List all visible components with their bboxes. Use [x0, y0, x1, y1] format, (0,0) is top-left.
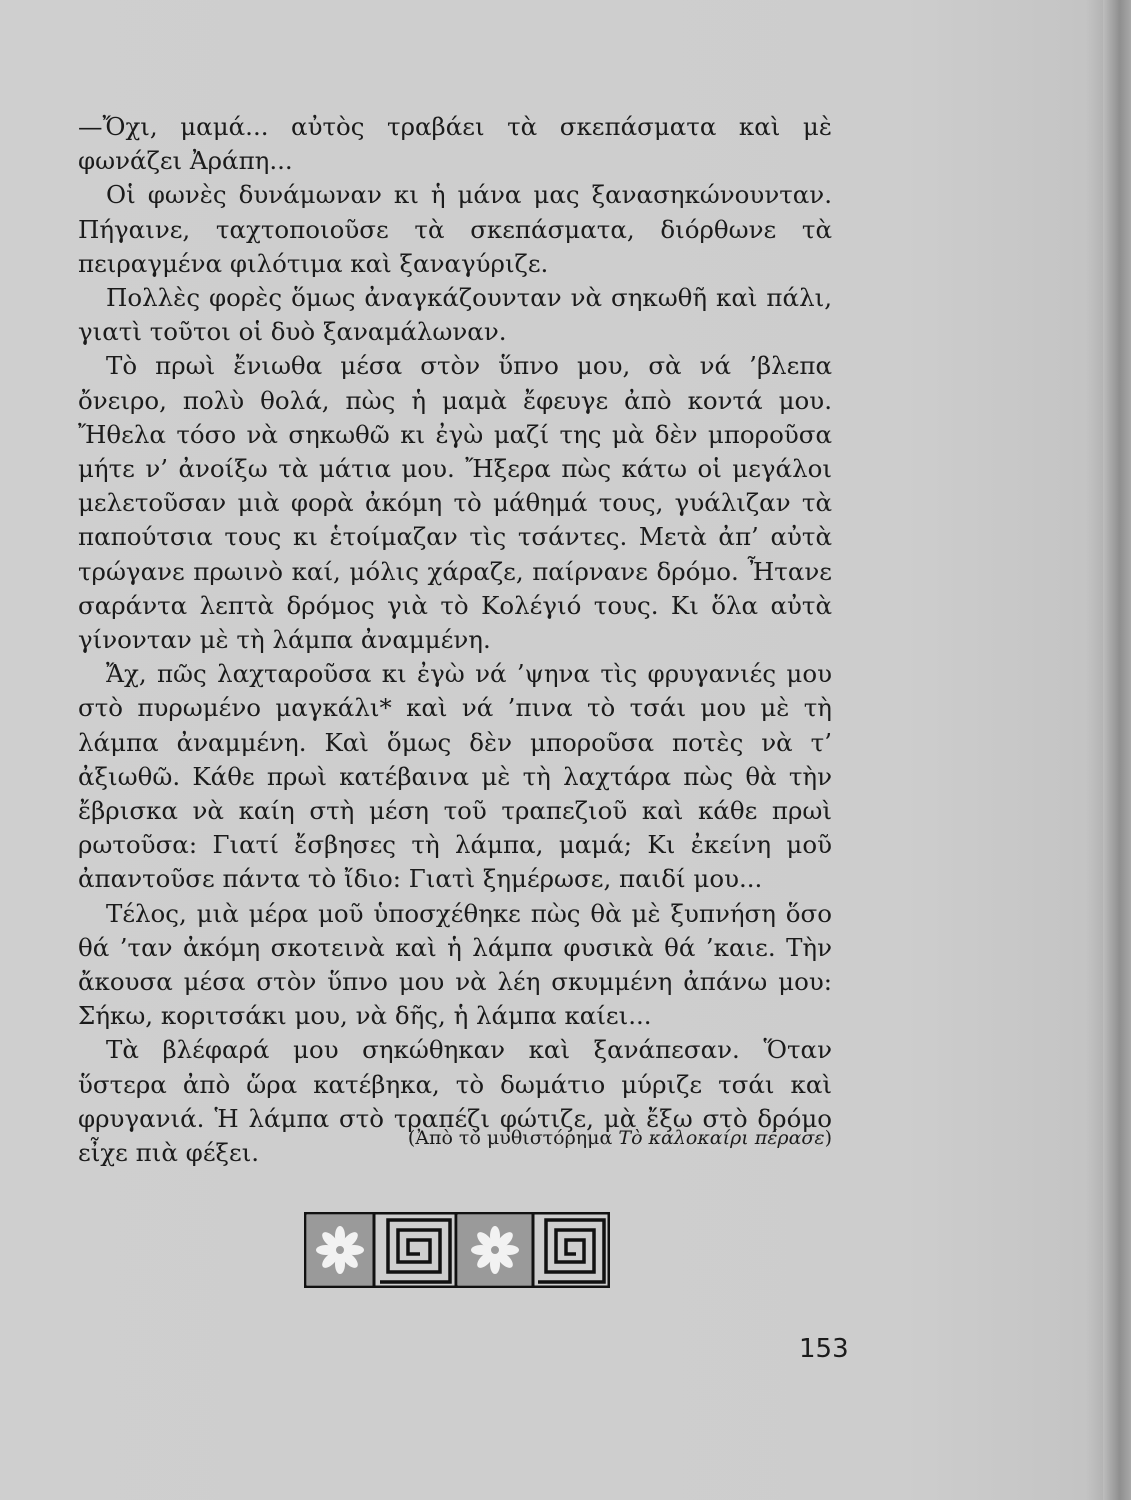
body-text — [78, 110, 832, 1170]
source-title: Τὸ καλοκαίρι πέρασε — [618, 1127, 825, 1149]
paragraph: Τέλος, μιὰ μέρα μοῦ ὑποσχέθηκε πὼς θὰ μὲ ξυπνήση ὅσο θά ’ταν ἀκόμη σκοτεινὰ καὶ ἡ λάμπα φυσικὰ θά ’καιε. Τὴν ἄκουσα μέσα στὸν ὕπνο μου νὰ λέη σκυμμένη ἀπάνω μου: Σήκω, κοριτσάκι μου, νὰ δῆς, ἡ λάμπα καίει... — [78, 898, 832, 1031]
paragraph: Τὸ πρωὶ ἔνιωθα μέσα στὸν ὕπνο μου, σὰ νά ’βλεπα ὄνειρο, πολὺ θολά, πὼς ἡ μαμὰ ἔφευγε ἀπὸ κοντά μου. Ἤθελα τόσο νὰ σηκωθῶ κι ἐγὼ μαζί της μὰ δὲν μποροῦσα μήτε ν’ ἀνοίξω τὰ μάτια μου. Ἤξερα πὼς κάτω οἱ μεγάλοι μελετοῦσαν μιὰ φορὰ ἀκόμη τὸ μάθημά τους, γυάλιζαν τὰ παπούτσια τους κι ἑτοίμαζαν τὶς τσάντες. Μετὰ ἀπ’ αὐτὰ τρώγανε πρωινὸ καί, μόλις χάραζε, παίρνανε δρόμο. Ἦτανε σαράντα λεπτὰ δρόμος γιὰ τὸ Κολέγιό τους. Κι ὅλα αὐτὰ γίνονταν μὲ τὴ λάμπα ἀναμμένη. — [78, 351, 832, 655]
page-number: 153 — [799, 1334, 849, 1364]
source-prefix: (Ἀπὸ τὸ μυθιστόρημα — [407, 1127, 613, 1149]
flower-icon — [316, 1226, 364, 1274]
source-citation — [408, 1127, 832, 1149]
page-edge — [1103, 0, 1131, 1500]
paragraph: —Ὄχι, μαμά... αὐτὸς τραβάει τὰ σκεπάσματα καὶ μὲ φωνάζει Ἀράπη... — [78, 112, 832, 176]
meander-ornament — [304, 1212, 610, 1288]
meander-spiral-icon — [380, 1220, 450, 1282]
flower-icon — [471, 1226, 519, 1274]
paragraph: Τὰ βλέφαρά μου σηκώθηκαν καὶ ξανάπεσαν. Ὅταν ὕστερα ἀπὸ ὥρα κατέβηκα, τὸ δωμάτιο μύριζε τσάι καὶ φρυγανιά. Ἡ λάμπα στὸ τραπέζι φώτιζε, μὰ ἔξω στὸ δρόμο εἶχε πιὰ φέξει. — [78, 1035, 832, 1168]
meander-spiral-icon — [538, 1220, 604, 1282]
paragraph: Οἱ φωνὲς δυνάμωναν κι ἡ μάνα μας ξανασηκώνουνταν. Πήγαινε, ταχτοποιοῦσε τὰ σκεπάσματα, διόρθωνε τὰ πειραγμένα φιλότιμα καὶ ξαναγύριζε. — [78, 180, 832, 278]
source-suffix: ) — [824, 1127, 832, 1149]
paragraph: Ἄχ, πῶς λαχταροῦσα κι ἐγὼ νά ’ψηνα τὶς φρυγανιές μου στὸ πυρωμένο μαγκάλι* καὶ νά ’πινα τὸ τσάι μου μὲ τὴ λάμπα ἀναμμένη. Καὶ ὅμως δὲν μποροῦσα ποτὲς νὰ τ’ ἀξιωθῶ. Κάθε πρωὶ κατέβαινα μὲ τὴ λαχτάρα πὼς θὰ τὴν ἔβρισκα νὰ καίη στὴ μέση τοῦ τραπεζιοῦ καὶ κάθε πρωὶ ρωτοῦσα: Γιατί ἔσβησες τὴ λάμπα, μαμά; Κι ἐκείνη μοῦ ἀπαντοῦσε πάντα τὸ ἴδιο: Γιατὶ ξημέρωσε, παιδί μου... — [78, 659, 832, 894]
paragraph: Πολλὲς φορὲς ὅμως ἀναγκάζουνταν νὰ σηκωθῆ καὶ πάλι, γιατὶ τοῦτοι οἱ δυὸ ξαναμάλωναν. — [78, 283, 832, 347]
